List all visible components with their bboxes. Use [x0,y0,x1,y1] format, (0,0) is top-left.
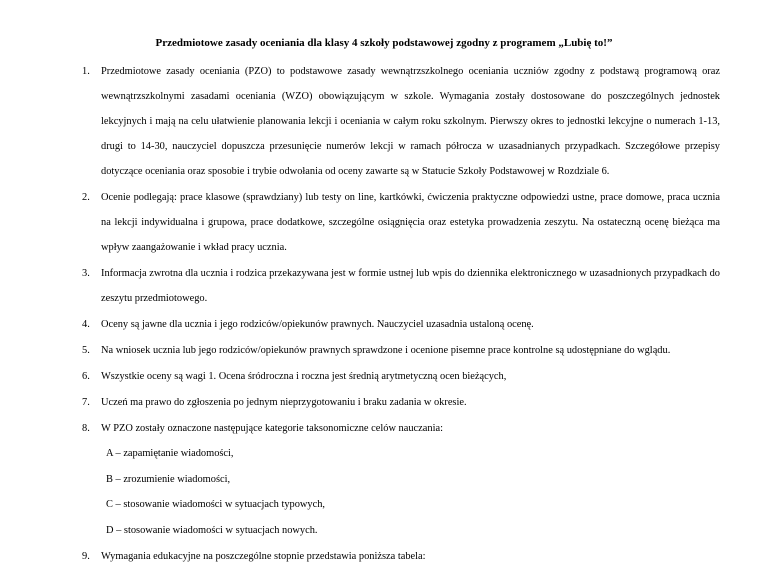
item-text: Na wniosek ucznia lub jego rodziców/opiekunów prawnych sprawdzone i ocenione pisemne prace kontrolne są udostępniane do wglądu. [101,345,671,356]
item-number: 2. [82,192,90,203]
item-text: Ocenie podlegają: prace klasowe (sprawdziany) lub testy on line, kartkówki, ćwiczenia praktyczne odpowiedzi ustne, prace domowe, praca ucznia na lekcji indywidualna i grupowa, prace dodatkowe, szczególne osiągnięcia oraz estetyka prowadzenia zeszytu. Na ostateczną ocenę bieżąca ma wpływ zaangażowanie i wkład pracy ucznia. [101,192,720,253]
list-item-3 [70,261,720,311]
item-number: 7. [82,397,90,408]
item-text: W PZO zostały oznaczone następujące kategorie taksonomiczne celów nauczania: [101,423,443,434]
list-item-5 [70,338,720,363]
list-item-4 [70,312,720,337]
item-number: 5. [82,345,90,356]
item-text: Wymagania edukacyjne na poszczególne stopnie przedstawia poniższa tabela: [101,551,426,562]
list-item-9 [70,544,720,569]
list-item-7 [70,390,720,415]
numbered-list [70,58,720,569]
document-title: Przedmiotowe zasady oceniania dla klasy 4 szkoły podstawowej zgodny z programem „Lubię to!” [155,37,613,49]
item-number: 8. [82,423,90,434]
item-number: 4. [82,319,90,330]
item-text: Informacja zwrotna dla ucznia i rodzica przekazywana jest w formie ustnej lub wpis do dziennika elektronicznego w uzasadnionych przypadkach do zeszytu przedmiotowego. [101,268,720,304]
item-number: 3. [82,268,90,279]
list-item-8 [70,416,720,543]
item-number: 9. [82,551,90,562]
list-item-1 [70,59,720,184]
category-a: A – zapamiętanie wiadomości, [106,448,234,459]
item-number: 1. [82,66,90,77]
item-text: Wszystkie oceny są wagi 1. Ocena śródroczna i roczna jest średnią arytmetyczną ocen bieżących, [101,371,507,382]
list-item-2 [70,185,720,260]
category-b: B – zrozumienie wiadomości, [106,473,231,485]
item-text: Uczeń ma prawo do zgłoszenia po jednym nieprzygotowaniu i braku zadania w okresie. [101,397,467,408]
category-c: C – stosowanie wiadomości w sytuacjach typowych, [106,499,326,510]
list-item-6 [70,364,720,389]
item-text: Oceny są jawne dla ucznia i jego rodziców/opiekunów prawnych. Nauczyciel uzasadnia ustaloną ocenę. [101,319,534,330]
item-number: 6. [82,371,90,382]
item-text: Przedmiotowe zasady oceniania (PZO) to podstawowe zasady wewnątrzszkolnego oceniania uczniów zgodny z podstawą programową oraz wewnątrzszkolnymi zasadami oceniania (WZO) obowiązującym w szkole. Wymagania zostały dostosowane do poszczególnych jednostek lekcyjnych i mają na celu ułatwienie planowania lekcji i oceniania w całym roku szkolnym. Pierwszy okres to jednostki lekcyjne o numerach 1-13, drugi to 14-30, nauczyciel dopuszcza przesunięcie numerów lekcji w ramach półrocza w uzasadnianych przypadkach. Szczegółowe przepisy dotyczące oceniania oraz sposobie i trybie odwołania od oceny zawarte są w Statucie Szkoły Podstawowej w Rozdziale 6. [101,66,720,177]
category-d: D – stosowanie wiadomości w sytuacjach nowych. [106,524,318,536]
